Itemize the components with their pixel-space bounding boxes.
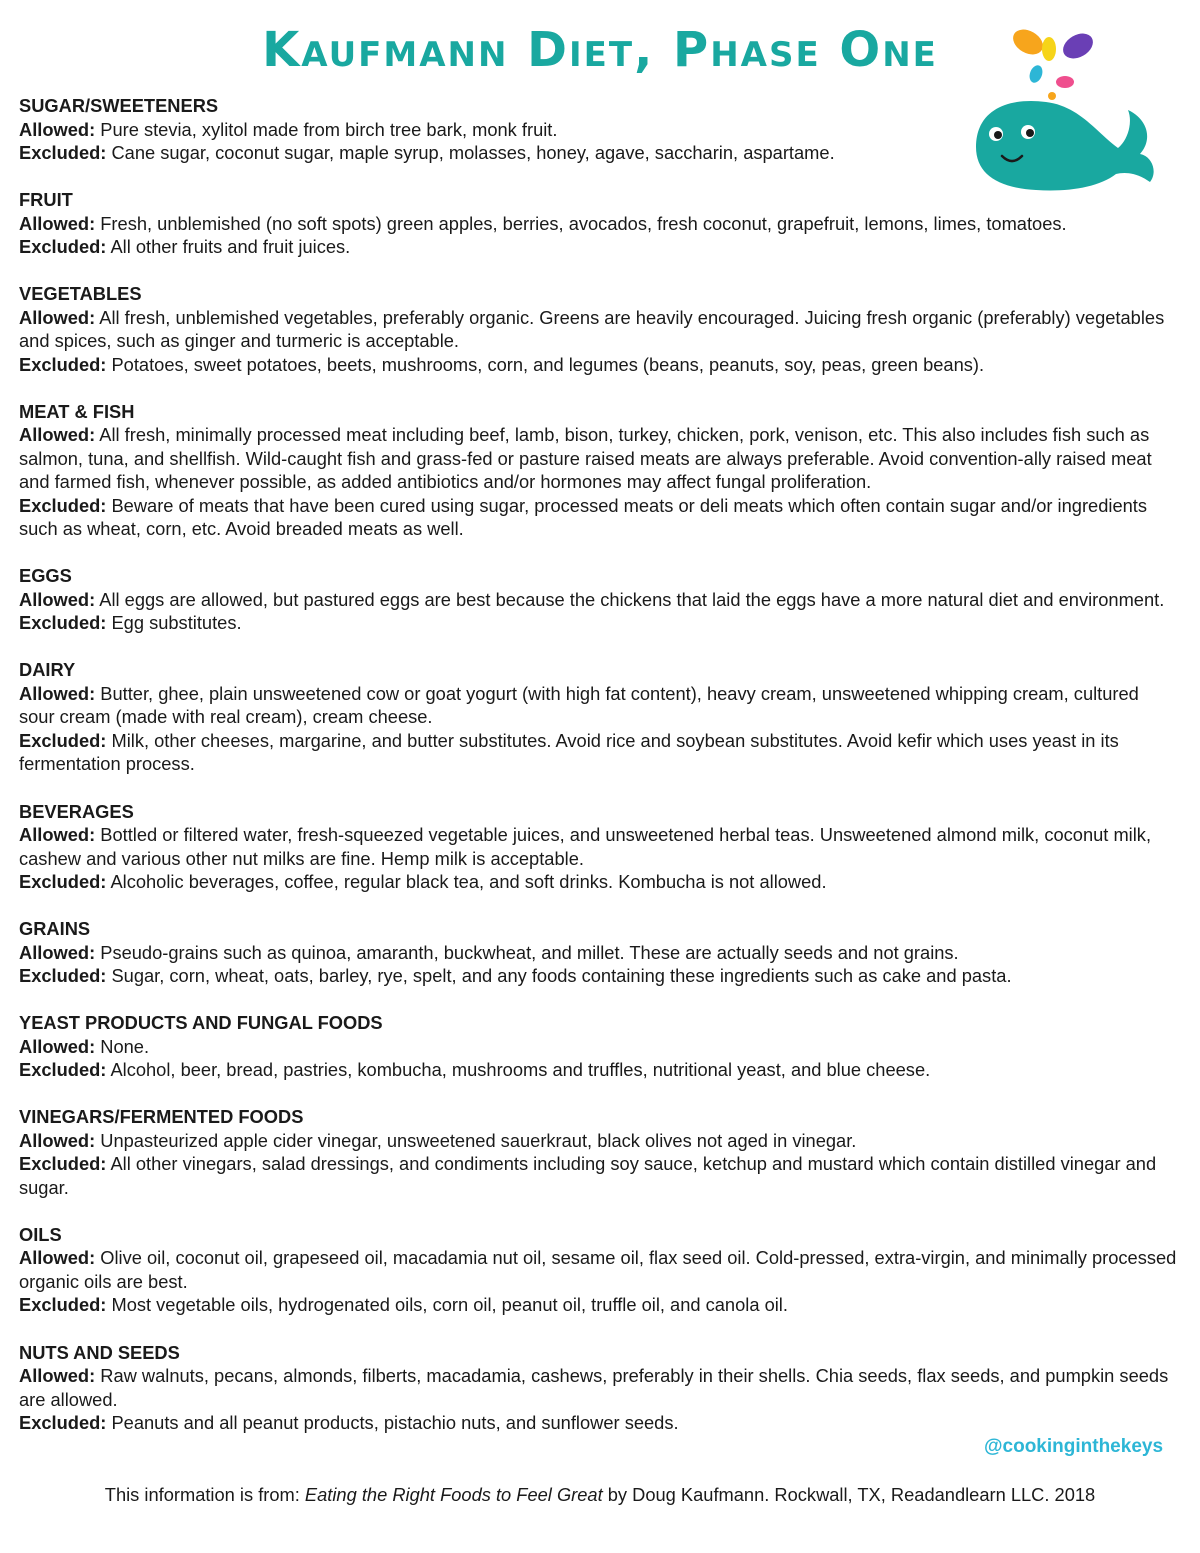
excluded-label: Excluded: xyxy=(19,871,107,893)
excluded-line xyxy=(19,964,1179,988)
diet-section xyxy=(19,400,1179,541)
allowed-label: Allowed: xyxy=(19,1129,96,1151)
section-heading: OILS xyxy=(19,1223,62,1245)
allowed-line xyxy=(19,1129,1179,1153)
allowed-text: None. xyxy=(100,1035,150,1057)
excluded-text: Alcoholic beverages, coffee, regular black tea, and soft drinks. Kombucha is not allowed. xyxy=(110,871,827,893)
excluded-label: Excluded: xyxy=(19,729,107,751)
diet-section xyxy=(19,1105,1179,1199)
allowed-line xyxy=(19,1364,1179,1411)
allowed-line xyxy=(19,212,1179,236)
source-book-title: Eating the Right Foods to Feel Great xyxy=(304,1484,603,1505)
section-heading: VEGETABLES xyxy=(19,283,142,305)
excluded-line xyxy=(19,235,1179,259)
source-prefix: This information is from: xyxy=(104,1484,305,1505)
excluded-text: Milk, other cheeses, margarine, and butter substitutes. Avoid rice and soybean substitutes. Avoid kefir which uses yeast in its fermentation process. xyxy=(19,729,1119,775)
excluded-text: Sugar, corn, wheat, oats, barley, rye, spelt, and any foods containing these ingredients such as cake and pasta. xyxy=(111,965,1012,987)
excluded-text: Egg substitutes. xyxy=(111,612,242,634)
excluded-line xyxy=(19,1293,1179,1317)
section-heading: BEVERAGES xyxy=(19,800,134,822)
allowed-line xyxy=(19,306,1179,353)
section-heading: VINEGARS/FERMENTED FOODS xyxy=(19,1106,304,1128)
diet-sections xyxy=(19,94,1179,1458)
excluded-line xyxy=(19,870,1179,894)
section-heading: FRUIT xyxy=(19,189,73,211)
excluded-label: Excluded: xyxy=(19,1412,107,1434)
allowed-label: Allowed: xyxy=(19,682,96,704)
excluded-label: Excluded: xyxy=(19,142,107,163)
diet-section xyxy=(19,800,1179,894)
excluded-label: Excluded: xyxy=(19,494,107,516)
excluded-text: Beware of meats that have been cured using sugar, processed meats or deli meats which often contain sugar and/or ingredients such as wheat, corn, etc. Avoid breaded meats as well. xyxy=(19,494,1147,540)
excluded-label: Excluded: xyxy=(19,353,107,375)
excluded-label: Excluded: xyxy=(19,1153,107,1175)
allowed-text: Fresh, unblemished (no soft spots) green apples, berries, avocados, fresh coconut, grapefruit, lemons, limes, tomatoes. xyxy=(100,212,1067,234)
section-heading: YEAST PRODUCTS AND FUNGAL FOODS xyxy=(19,1012,383,1034)
diet-section xyxy=(19,282,1179,376)
diet-section xyxy=(19,94,1179,165)
diet-section xyxy=(19,917,1179,988)
allowed-label: Allowed: xyxy=(19,424,96,446)
allowed-text: All fresh, minimally processed meat including beef, lamb, bison, turkey, chicken, pork, venison, etc. This also includes fish such as salmon, tuna, and shellfish. Wild-caught fish and grass-fed or pasture raised meats are always preferable. Avoid convention-ally raised meat and farmed fish, whenever possible, as added antibiotics and/or hormones may affect fungal proliferation. xyxy=(19,424,1152,493)
excluded-line xyxy=(19,141,1179,165)
section-heading: SUGAR/SWEETENERS xyxy=(19,95,219,116)
diet-section xyxy=(19,1011,1179,1082)
excluded-text: Potatoes, sweet potatoes, beets, mushrooms, corn, and legumes (beans, peanuts, soy, peas, green beans). xyxy=(111,353,985,375)
excluded-text: All other fruits and fruit juices. xyxy=(110,236,351,258)
allowed-line xyxy=(19,1246,1179,1293)
allowed-text: Raw walnuts, pecans, almonds, filberts, macadamia, cashews, preferably in their shells. Chia seeds, flax seeds, and pumpkin seeds are allowed. xyxy=(19,1365,1169,1410)
excluded-label: Excluded: xyxy=(19,612,107,634)
allowed-label: Allowed: xyxy=(19,306,96,328)
diet-section xyxy=(19,564,1179,635)
allowed-text: All eggs are allowed, but pastured eggs are best because the chickens that laid the eggs have a more natural diet and environment. xyxy=(99,588,1165,610)
excluded-label: Excluded: xyxy=(19,236,107,258)
page-title: Kaufmann Diet, Phase One xyxy=(262,22,938,78)
excluded-label: Excluded: xyxy=(19,1059,107,1081)
allowed-text: All fresh, unblemished vegetables, preferably organic. Greens are heavily encouraged. Juicing fresh organic (preferably) vegetables and spices, such as ginger and turmeric is acceptable. xyxy=(19,306,1165,352)
section-heading: MEAT & FISH xyxy=(19,400,135,422)
source-suffix: by Doug Kaufmann. Rockwall, TX, Readandlearn LLC. 2018 xyxy=(602,1484,1096,1505)
section-heading: GRAINS xyxy=(19,918,91,940)
diet-section xyxy=(19,1341,1179,1435)
allowed-line xyxy=(19,588,1179,612)
excluded-line xyxy=(19,1058,1179,1082)
excluded-line xyxy=(19,729,1179,776)
allowed-line xyxy=(19,118,1179,142)
excluded-text: Most vegetable oils, hydrogenated oils, corn oil, peanut oil, truffle oil, and canola oil. xyxy=(111,1294,788,1316)
allowed-text: Pure stevia, xylitol made from birch tree bark, monk fruit. xyxy=(100,118,558,140)
excluded-text: Alcohol, beer, bread, pastries, kombucha, mushrooms and truffles, nutritional yeast, and blue cheese. xyxy=(110,1059,931,1081)
allowed-label: Allowed: xyxy=(19,824,96,846)
excluded-text: Cane sugar, coconut sugar, maple syrup, molasses, honey, agave, saccharin, aspartame. xyxy=(111,142,835,163)
excluded-text: Peanuts and all peanut products, pistachio nuts, and sunflower seeds. xyxy=(111,1412,679,1434)
allowed-text: Bottled or filtered water, fresh-squeezed vegetable juices, and unsweetened herbal teas. Unsweetened almond milk, coconut milk, cashew and various other nut milks are fine. Hemp milk is acceptable. xyxy=(19,824,1152,869)
allowed-label: Allowed: xyxy=(19,588,96,610)
allowed-line xyxy=(19,1035,1179,1059)
allowed-line xyxy=(19,682,1179,729)
social-handle: @cookinginthekeys xyxy=(984,1436,1164,1457)
allowed-text: Pseudo-grains such as quinoa, amaranth, buckwheat, and millet. These are actually seeds and not grains. xyxy=(100,941,959,963)
excluded-label: Excluded: xyxy=(19,1294,107,1316)
allowed-label: Allowed: xyxy=(19,212,96,234)
section-heading: DAIRY xyxy=(19,659,76,681)
allowed-label: Allowed: xyxy=(19,1035,96,1057)
allowed-label: Allowed: xyxy=(19,118,96,140)
diet-section xyxy=(19,658,1179,776)
allowed-text: Olive oil, coconut oil, grapeseed oil, macadamia nut oil, sesame oil, flax seed oil. Cold-pressed, extra-virgin, and minimally processed organic oils are best. xyxy=(19,1247,1177,1292)
section-heading: EGGS xyxy=(19,565,72,587)
allowed-line xyxy=(19,941,1179,965)
excluded-line xyxy=(19,1411,1179,1435)
diet-section xyxy=(19,188,1179,259)
excluded-line xyxy=(19,1152,1179,1199)
allowed-text: Butter, ghee, plain unsweetened cow or goat yogurt (with high fat content), heavy cream, unsweetened whipping cream, cultured sour cream (made with real cream), cream cheese. xyxy=(19,682,1139,728)
allowed-line xyxy=(19,423,1179,494)
diet-section xyxy=(19,1223,1179,1317)
allowed-text: Unpasteurized apple cider vinegar, unsweetened sauerkraut, black olives not aged in vinegar. xyxy=(100,1129,857,1151)
excluded-text: All other vinegars, salad dressings, and condiments including soy sauce, ketchup and mustard which contain distilled vinegar and sugar. xyxy=(19,1153,1157,1198)
excluded-line xyxy=(19,353,1179,377)
allowed-label: Allowed: xyxy=(19,1365,96,1387)
allowed-label: Allowed: xyxy=(19,1247,96,1269)
excluded-line xyxy=(19,494,1179,541)
source-citation xyxy=(0,1483,1200,1507)
allowed-line xyxy=(19,823,1179,870)
allowed-label: Allowed: xyxy=(19,941,96,963)
excluded-line xyxy=(19,611,1179,635)
excluded-label: Excluded: xyxy=(19,965,107,987)
section-heading: NUTS AND SEEDS xyxy=(19,1341,180,1363)
